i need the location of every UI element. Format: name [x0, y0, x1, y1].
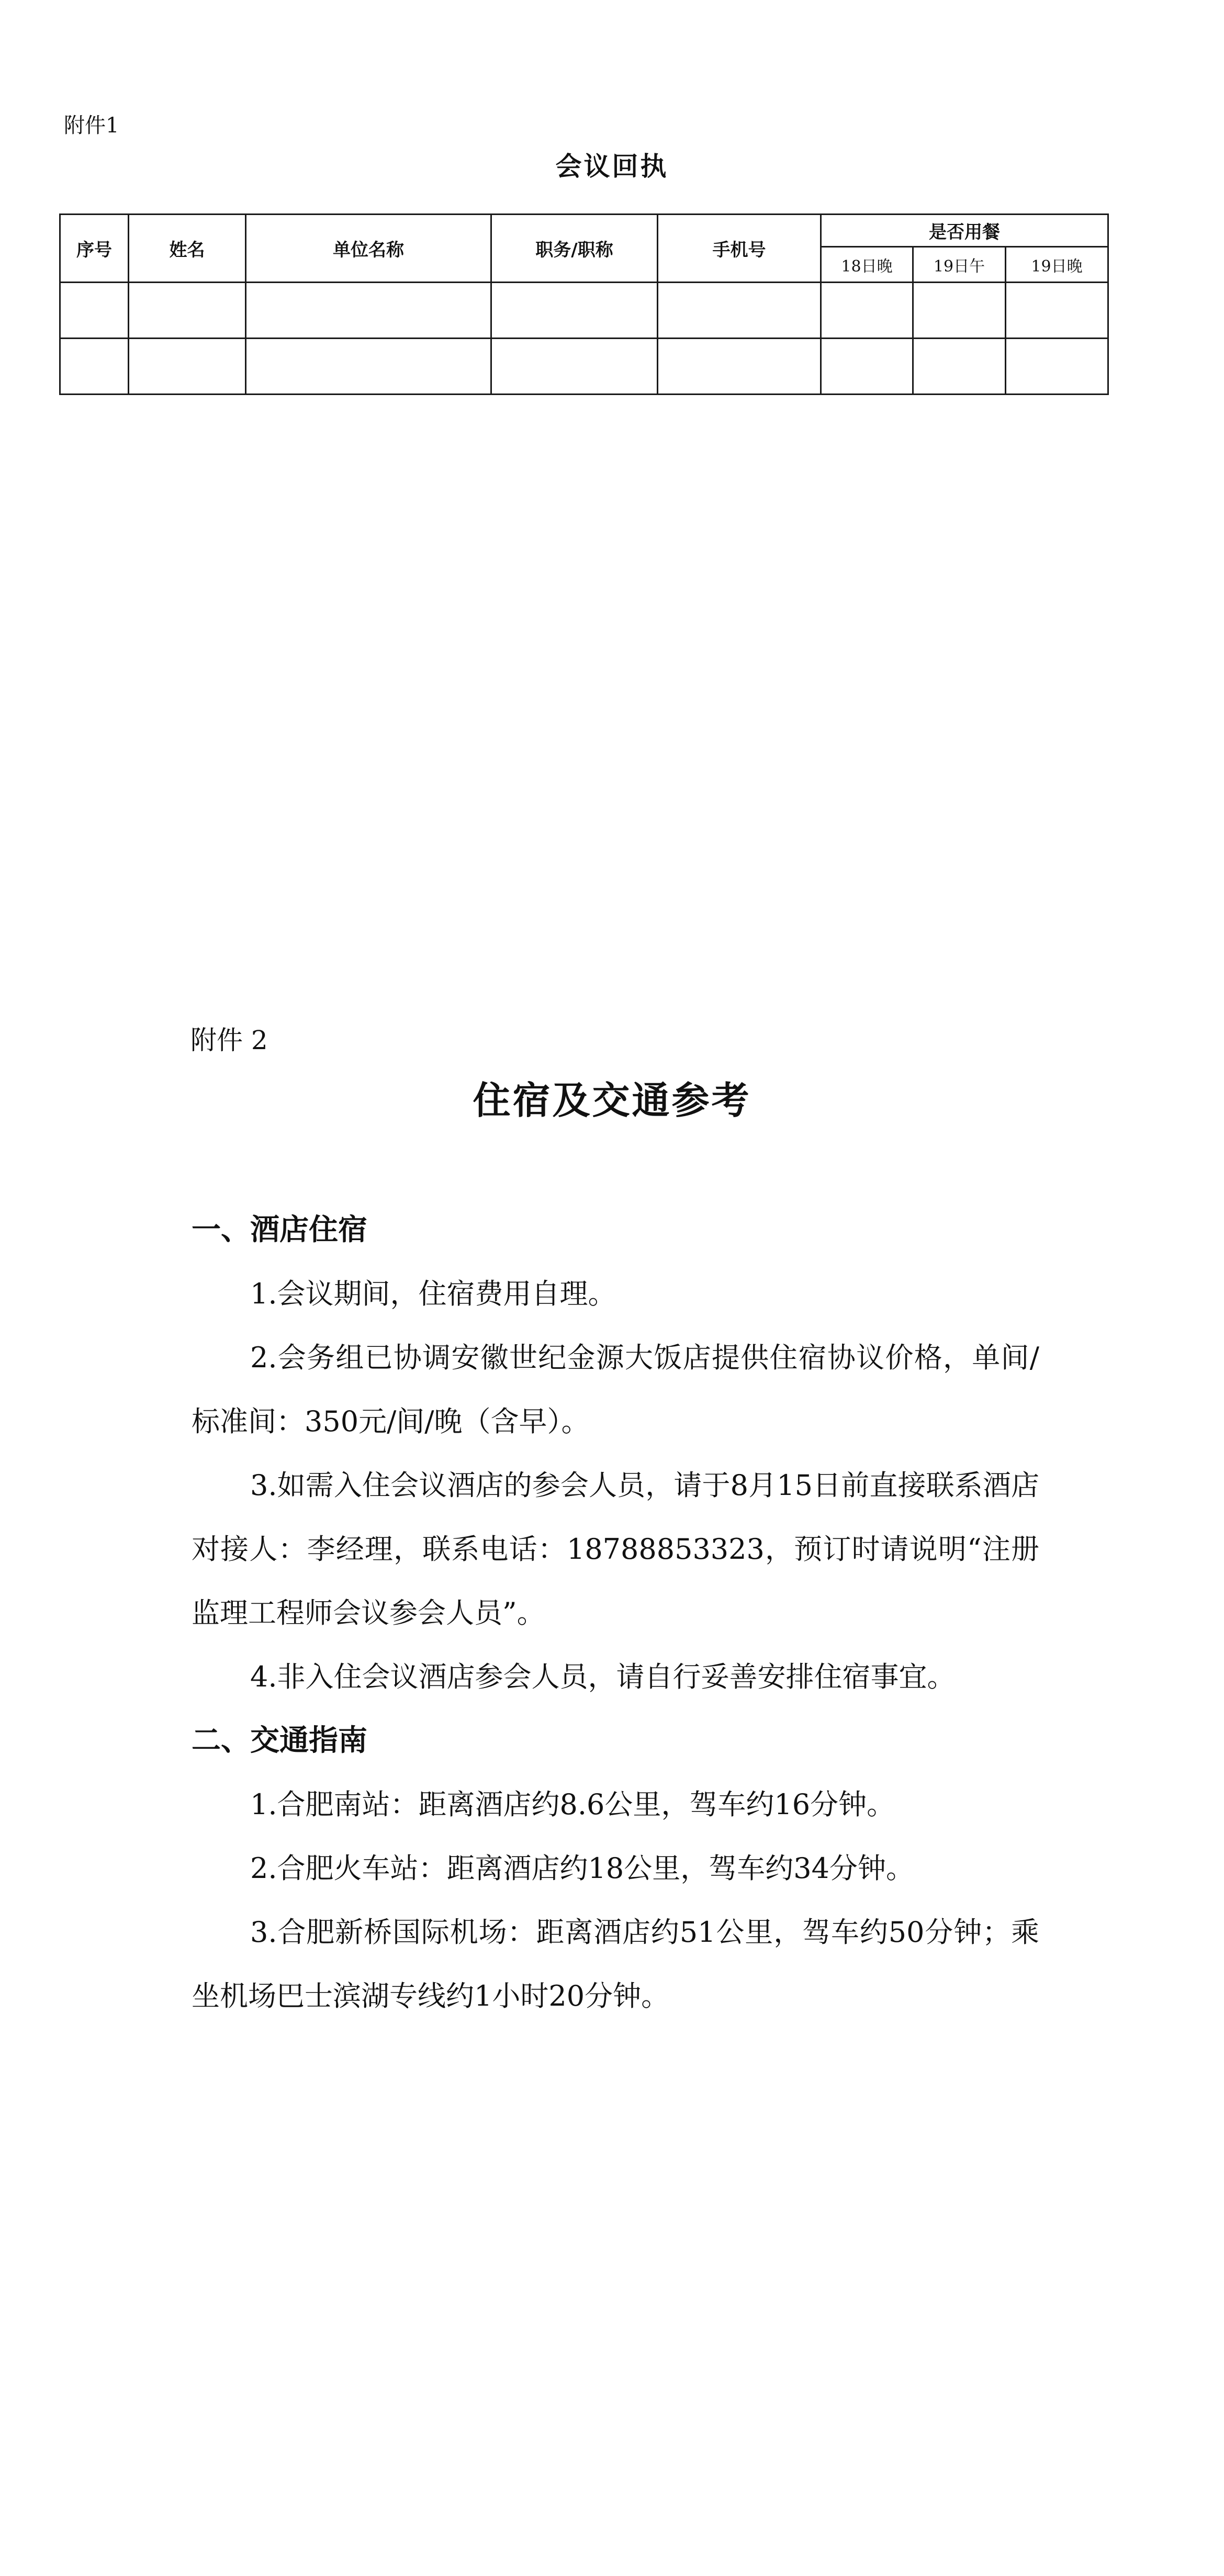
hotel-item: 1.会议期间，住宿费用自理。: [250, 1277, 616, 1310]
table-cell: [658, 339, 821, 395]
table-cell: [129, 283, 246, 339]
table-cell: [491, 339, 658, 395]
header-meal-18-dinner: 18日晚: [821, 247, 913, 283]
transport-item: 2.合肥火车站：距离酒店约18公里，驾车约34分钟。: [250, 1852, 914, 1885]
transport-item: 3.合肥新桥国际机场：距离酒店约51公里，驾车约50分钟；乘坐机场巴士滨湖专线约1小时20分钟。: [192, 1916, 1039, 2012]
section-heading-transport: 二、交通指南: [192, 1724, 367, 1758]
header-meal: 是否用餐: [821, 215, 1108, 247]
table-cell: [821, 283, 913, 339]
table-cell: [1006, 339, 1108, 395]
header-name: 姓名: [129, 215, 246, 283]
table-cell: [658, 283, 821, 339]
accommodation-body: [192, 1198, 1039, 2028]
header-organization: 单位名称: [246, 215, 491, 283]
table-row: [60, 283, 1108, 339]
transport-item: 1.合肥南站：距离酒店约8.6公里，驾车约16分钟。: [250, 1788, 895, 1821]
attachment2-label: 附件 2: [190, 1025, 268, 1055]
table-cell: [491, 283, 658, 339]
table-cell: [60, 339, 129, 395]
table-cell: [129, 339, 246, 395]
table-cell: [246, 283, 491, 339]
header-meal-19-dinner: 19日晚: [1006, 247, 1108, 283]
table-cell: [913, 283, 1006, 339]
table-cell: [913, 339, 1006, 395]
table-row: [60, 339, 1108, 395]
header-meal-19-lunch: 19日午: [913, 247, 1006, 283]
header-position-title: 职务/职称: [491, 215, 658, 283]
table-cell: [60, 283, 129, 339]
meeting-receipt-table: [59, 213, 1109, 395]
receipt-title: 会议回执: [555, 151, 669, 182]
hotel-item: 4.非入住会议酒店参会人员，请自行妥善安排住宿事宜。: [250, 1660, 956, 1693]
hotel-item: 3.如需入住会议酒店的参会人员，请于8月15日前直接联系酒店对接人：李经理，联系电话：18788853323，预订时请说明“注册监理工程师会议参会人员”。: [192, 1469, 1039, 1629]
header-mobile: 手机号: [658, 215, 821, 283]
table-cell: [821, 339, 913, 395]
accommodation-title: 住宿及交通参考: [473, 1078, 751, 1122]
attachment1-label: 附件1: [64, 114, 119, 138]
table-cell: [1006, 283, 1108, 339]
table-cell: [246, 339, 491, 395]
header-serial-no: 序号: [60, 215, 129, 283]
section-heading-hotel: 一、酒店住宿: [192, 1213, 367, 1247]
hotel-item: 2.会务组已协调安徽世纪金源大饭店提供住宿协议价格，单间/标准间：350元/间/晚（含早）。: [192, 1341, 1039, 1438]
